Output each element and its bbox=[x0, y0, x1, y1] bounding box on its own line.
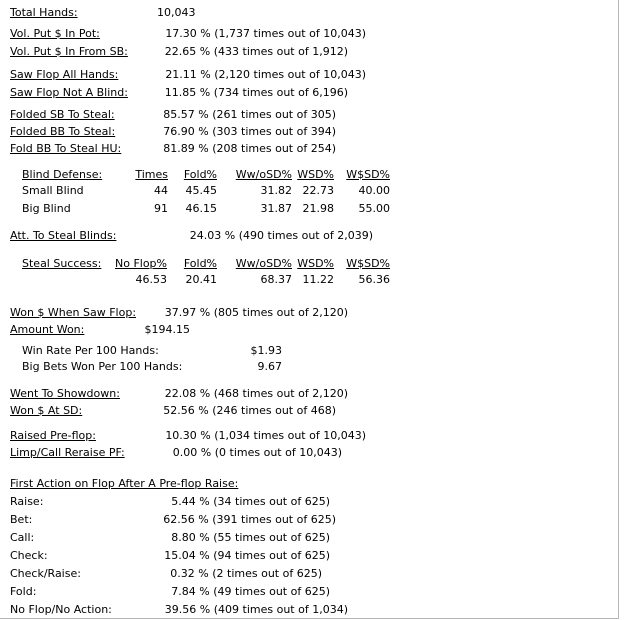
first-action-row-name: Bet: bbox=[10, 513, 33, 526]
limp-call-value: 0.00 % (0 times out of 10,043) bbox=[172, 446, 342, 459]
won-saw-flop-value: 37.97 % (805 times out of 2,120) bbox=[164, 306, 348, 319]
steal-success-header-wdsd: W$SD% bbox=[346, 257, 390, 270]
att-steal-label[interactable]: Att. To Steal Blinds: bbox=[10, 229, 117, 242]
steal-success-label[interactable]: Steal Success: bbox=[22, 257, 102, 270]
first-action-row-value: 15.04 % (94 times out of 625) bbox=[164, 549, 330, 562]
win-rate-value: $1.93 bbox=[250, 344, 282, 357]
vpip-value: 17.30 % (1,737 times out of 10,043) bbox=[165, 27, 366, 40]
first-action-row-value: 39.56 % (409 times out of 1,034) bbox=[164, 603, 348, 616]
steal-success-cell: 46.53 bbox=[135, 273, 167, 286]
saw-flop-nb-label[interactable]: Saw Flop Not A Blind: bbox=[10, 86, 128, 99]
blind-defense-cell: 21.98 bbox=[302, 202, 334, 215]
folded-sb-value: 85.57 % (261 times out of 305) bbox=[163, 108, 336, 121]
blind-defense-cell: 45.45 bbox=[185, 184, 217, 197]
saw-flop-all-label[interactable]: Saw Flop All Hands: bbox=[10, 68, 119, 81]
first-action-row-name: No Flop/No Action: bbox=[10, 603, 112, 616]
blind-defense-header-wwosd: Ww/oSD% bbox=[235, 168, 292, 181]
blind-defense-cell: 22.73 bbox=[302, 184, 334, 197]
blind-defense-cell: 31.82 bbox=[260, 184, 292, 197]
limp-call-label[interactable]: Limp/Call Reraise PF: bbox=[10, 446, 125, 459]
amount-won-value: $194.15 bbox=[144, 323, 190, 336]
total-hands-label[interactable]: Total Hands: bbox=[10, 6, 78, 19]
first-action-row-value: 5.44 % (34 times out of 625) bbox=[171, 495, 330, 508]
blind-defense-header-wdsd: W$SD% bbox=[346, 168, 390, 181]
blind-defense-header-wsd: WSD% bbox=[297, 168, 334, 181]
first-action-row-name: Raise: bbox=[10, 495, 44, 508]
first-action-row-name: Check/Raise: bbox=[10, 567, 81, 580]
raised-pf-value: 10.30 % (1,034 times out of 10,043) bbox=[165, 429, 366, 442]
first-action-row-value: 0.32 % (2 times out of 625) bbox=[170, 567, 322, 580]
blind-defense-cell: 55.00 bbox=[358, 202, 390, 215]
went-sd-value: 22.08 % (468 times out of 2,120) bbox=[164, 387, 348, 400]
steal-success-header-fold: Fold% bbox=[183, 257, 217, 270]
steal-success-header-wwosd: Ww/oSD% bbox=[235, 257, 292, 270]
first-action-row-name: Fold: bbox=[10, 585, 37, 598]
saw-flop-all-value: 21.11 % (2,120 times out of 10,043) bbox=[165, 68, 366, 81]
folded-bb-value: 76.90 % (303 times out of 394) bbox=[163, 125, 336, 138]
vpip-sb-label[interactable]: Vol. Put $ In From SB: bbox=[10, 45, 128, 58]
att-steal-value: 24.03 % (490 times out of 2,039) bbox=[189, 229, 373, 242]
fold-bb-hu-value: 81.89 % (208 times out of 254) bbox=[163, 142, 336, 155]
first-action-row-value: 7.84 % (49 times out of 625) bbox=[171, 585, 330, 598]
first-action-row-name: Check: bbox=[10, 549, 48, 562]
blind-defense-row-name: Small Blind bbox=[22, 184, 84, 197]
folded-sb-label[interactable]: Folded SB To Steal: bbox=[10, 108, 115, 121]
won-sd-label[interactable]: Won $ At SD: bbox=[10, 404, 83, 417]
total-hands-value: 10,043 bbox=[157, 6, 196, 19]
win-rate-label: Win Rate Per 100 Hands: bbox=[22, 344, 159, 357]
steal-success-cell: 68.37 bbox=[260, 273, 292, 286]
blind-defense-cell: 31.87 bbox=[260, 202, 292, 215]
blind-defense-header-fold: Fold% bbox=[183, 168, 217, 181]
saw-flop-nb-value: 11.85 % (734 times out of 6,196) bbox=[164, 86, 348, 99]
won-saw-flop-label[interactable]: Won $ When Saw Flop: bbox=[10, 306, 137, 319]
folded-bb-label[interactable]: Folded BB To Steal: bbox=[10, 125, 116, 138]
won-sd-value: 52.56 % (246 times out of 468) bbox=[163, 404, 336, 417]
first-action-label[interactable]: First Action on Flop After A Pre-flop Raise: bbox=[10, 477, 239, 490]
raised-pf-label[interactable]: Raised Pre-flop: bbox=[10, 429, 96, 442]
steal-success-cell: 11.22 bbox=[302, 273, 334, 286]
blind-defense-cell: 46.15 bbox=[185, 202, 217, 215]
first-action-row-value: 8.80 % (55 times out of 625) bbox=[171, 531, 330, 544]
blind-defense-cell: 40.00 bbox=[358, 184, 390, 197]
steal-success-header-wsd: WSD% bbox=[297, 257, 334, 270]
vpip-sb-value: 22.65 % (433 times out of 1,912) bbox=[164, 45, 348, 58]
blind-defense-header-times: Times bbox=[135, 168, 168, 181]
big-bets-label: Big Bets Won Per 100 Hands: bbox=[22, 360, 183, 373]
vpip-label[interactable]: Vol. Put $ In Pot: bbox=[10, 27, 100, 40]
amount-won-label[interactable]: Amount Won: bbox=[10, 323, 85, 336]
blind-defense-cell: 44 bbox=[154, 184, 168, 197]
first-action-row-value: 62.56 % (391 times out of 625) bbox=[163, 513, 336, 526]
steal-success-cell: 20.41 bbox=[185, 273, 217, 286]
first-action-row-name: Call: bbox=[10, 531, 35, 544]
big-bets-value: 9.67 bbox=[257, 360, 282, 373]
steal-success-header-noflop: No Flop% bbox=[114, 257, 167, 270]
blind-defense-row-name: Big Blind bbox=[22, 202, 71, 215]
fold-bb-hu-label[interactable]: Fold BB To Steal HU: bbox=[10, 142, 122, 155]
went-sd-label[interactable]: Went To Showdown: bbox=[10, 387, 120, 400]
steal-success-cell: 56.36 bbox=[358, 273, 390, 286]
blind-defense-cell: 91 bbox=[154, 202, 168, 215]
blind-defense-label[interactable]: Blind Defense: bbox=[22, 168, 103, 181]
